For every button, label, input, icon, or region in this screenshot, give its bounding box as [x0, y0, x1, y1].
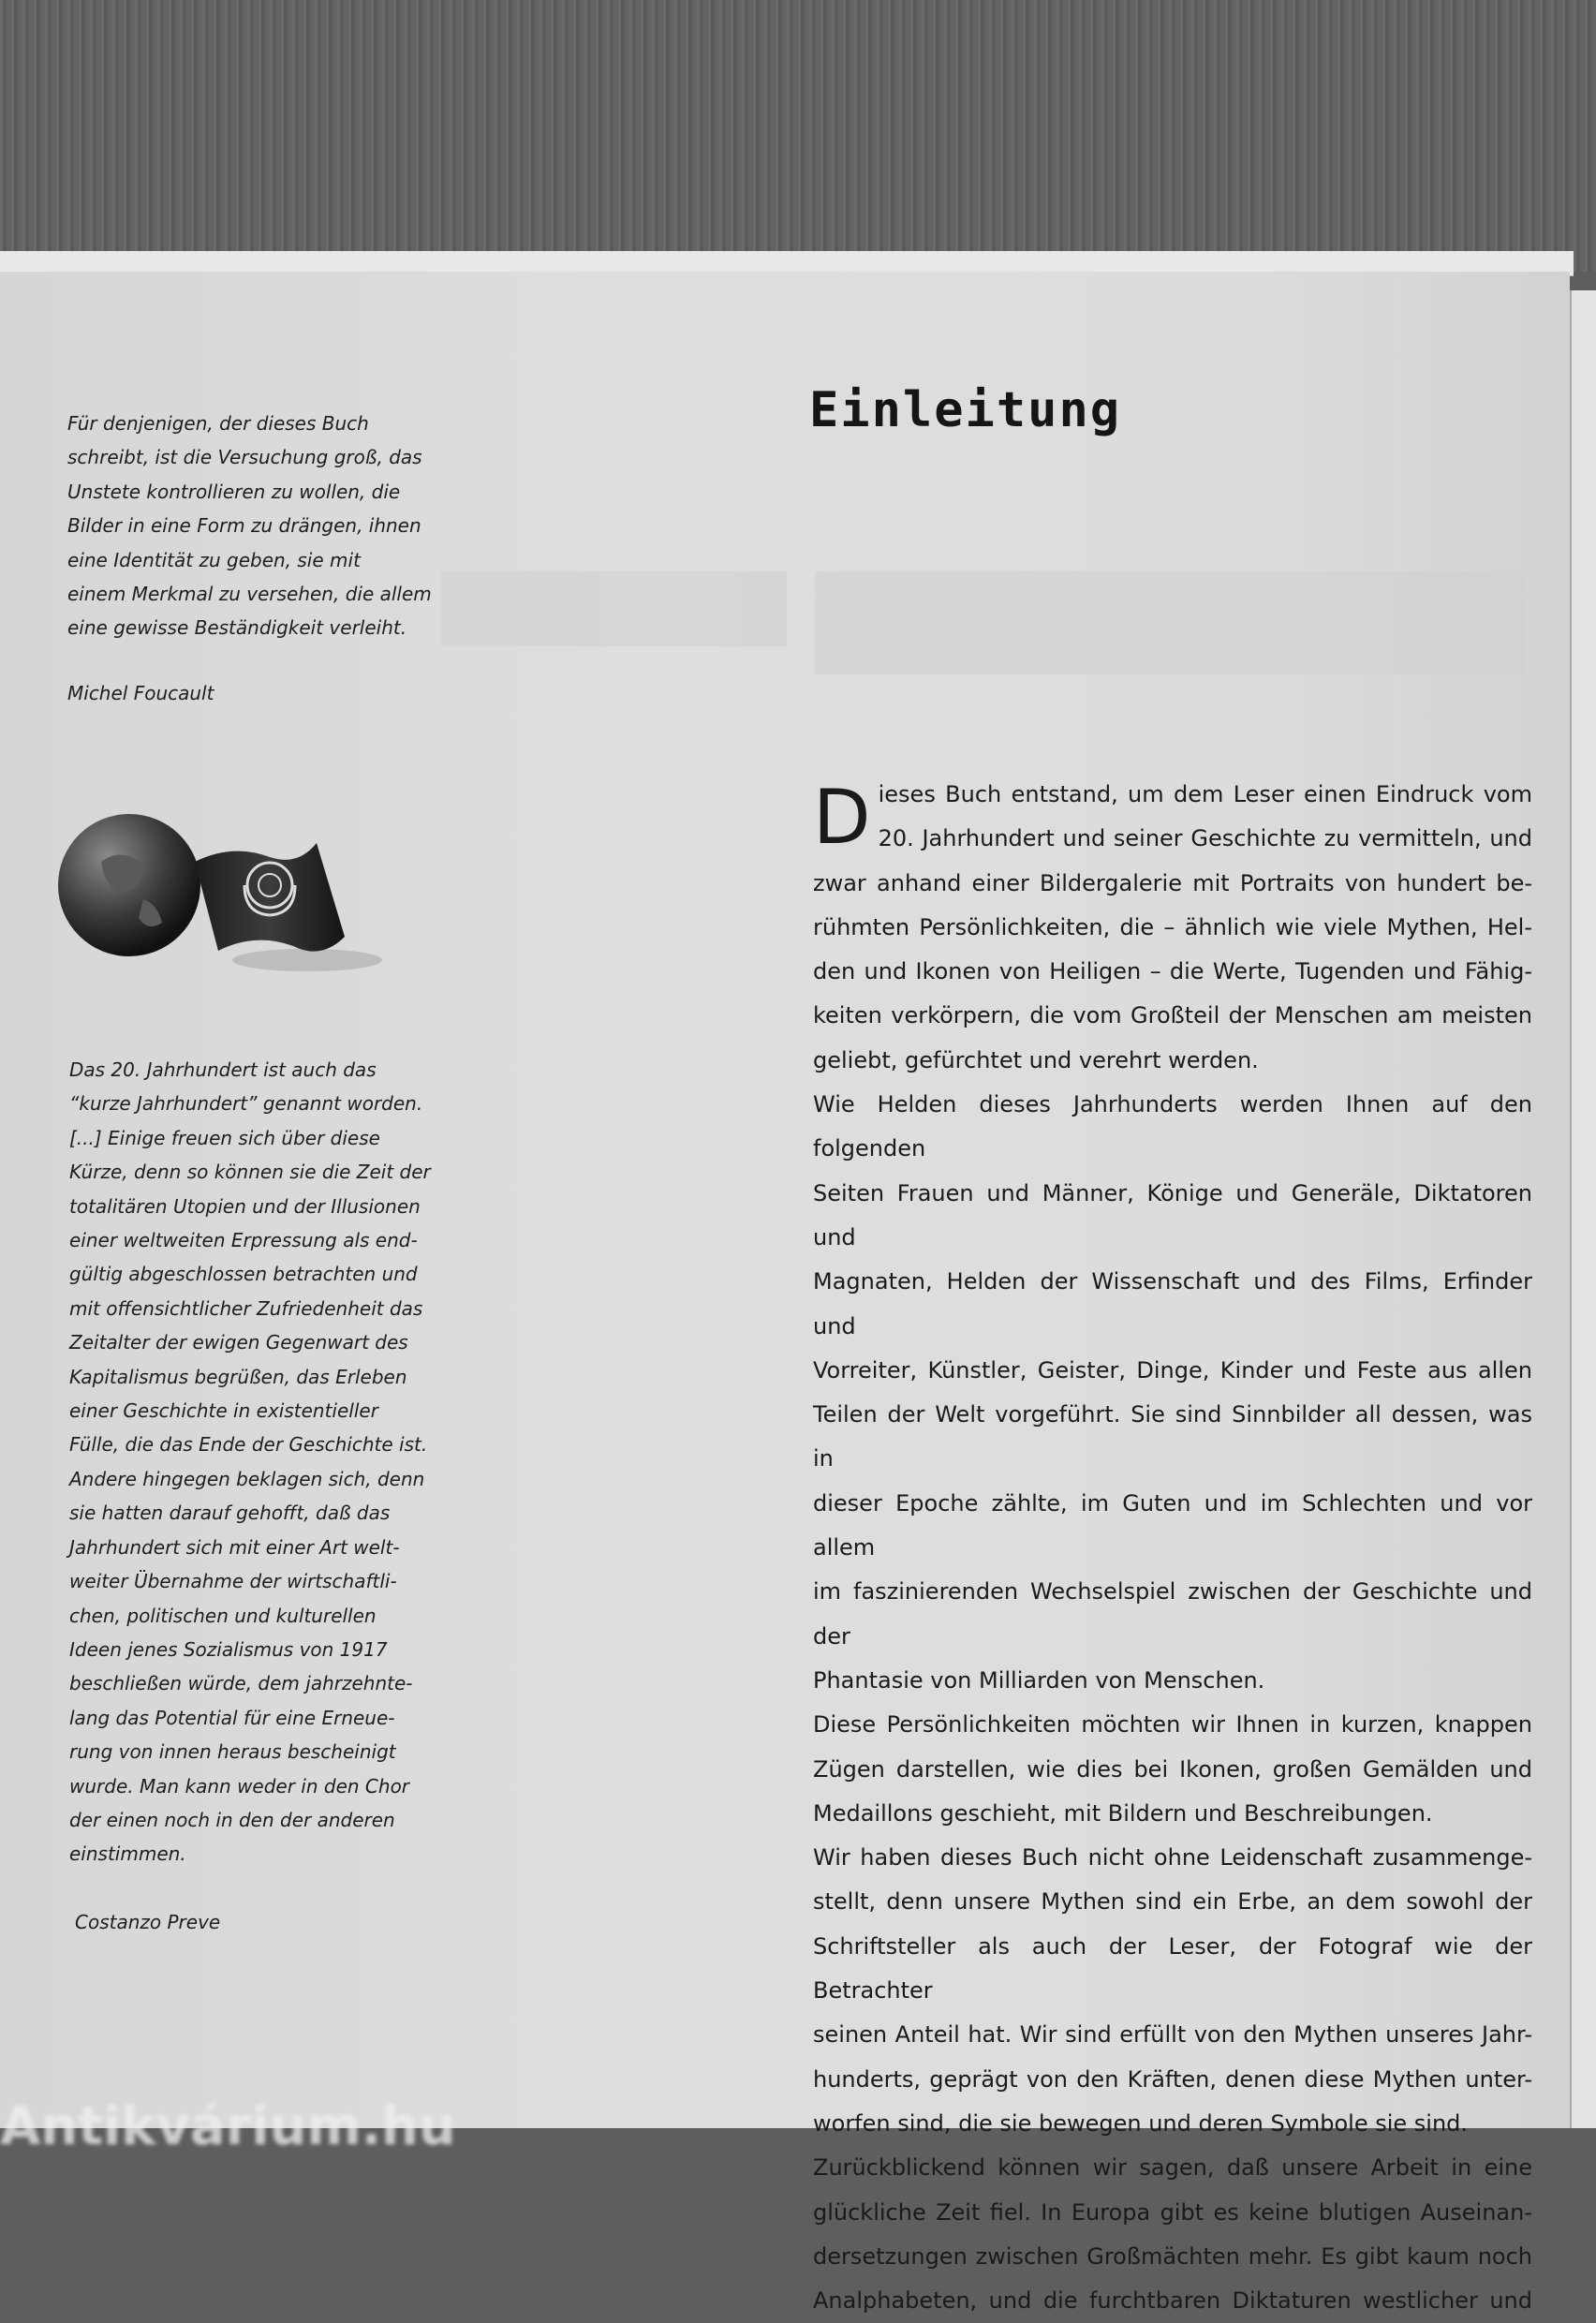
- text-line: im faszinierenden Wechselspiel zwischen der Geschichte und der: [813, 1578, 1532, 1650]
- text-line: Fülle, die das Ende der Geschichte ist.: [69, 1433, 428, 1457]
- text-line: zwar anhand einer Bildergalerie mit Portraits von hundert be-: [813, 869, 1532, 896]
- text-line: wurde. Man kann weder in den Chor: [69, 1774, 410, 1798]
- text-line: Zeitalter der ewigen Gegenwart des: [69, 1331, 408, 1354]
- text-line: Das 20. Jahrhundert ist auch das: [69, 1058, 377, 1081]
- text-line: Seiten Frauen und Männer, Könige und Generäle, Diktatoren und: [813, 1179, 1532, 1250]
- text-line: 20. Jahrhundert und seiner Geschichte zu vermitteln, und: [878, 825, 1532, 852]
- text-line: “kurze Jahrhundert” genannt worden.: [69, 1092, 423, 1116]
- text-line: hunderts, geprägt von den Kräften, denen diese Mythen unter-: [813, 2065, 1532, 2093]
- text-line: Jahrhundert sich mit einer Art welt-: [69, 1535, 400, 1559]
- body-text: [813, 773, 1532, 2323]
- globe-and-un-flag-illustration: [54, 806, 401, 984]
- text-line: dersetzungen zwischen Großmächten mehr. Es gibt kaum noch: [813, 2242, 1532, 2270]
- text-line: eine gewisse Beständigkeit verleiht.: [67, 616, 407, 640]
- quote-author: Costanzo Preve: [75, 1911, 221, 1933]
- text-line: Wie Helden dieses Jahrhunderts werden Ihnen auf den folgenden: [813, 1091, 1532, 1162]
- text-line: einstimmen.: [69, 1842, 186, 1866]
- text-line: totalitären Utopien und der Illusionen: [69, 1194, 421, 1218]
- text-line: mit offensichtlicher Zufriedenheit das: [69, 1296, 423, 1320]
- text-line: Diese Persönlichkeiten möchten wir Ihnen in kurzen, knappen: [813, 1711, 1532, 1739]
- text-line: dieser Epoche zählte, im Guten und im Schlechten und vor allem: [813, 1489, 1532, 1561]
- text-line: der einen noch in den der anderen: [69, 1808, 395, 1831]
- preve-quote: [69, 1053, 431, 1872]
- watermark: Antikvárium.hu: [0, 2096, 456, 2157]
- text-line: einem Merkmal zu versehen, die allem: [67, 583, 432, 606]
- text-line: den und Ikonen von Heiligen – die Werte, Tugenden und Fähig-: [813, 958, 1532, 985]
- text-line: Ideen jenes Sozialismus von 1917: [69, 1637, 388, 1661]
- text-line: Zurückblickend können wir sagen, daß unsere Arbeit in eine: [813, 2154, 1532, 2182]
- text-line: Magnaten, Helden der Wissenschaft und des Films, Erfinder und: [813, 1268, 1532, 1339]
- quote-author: Michel Foucault: [67, 682, 214, 704]
- text-line: Zügen darstellen, wie dies bei Ikonen, großen Gemälden und: [813, 1755, 1532, 1783]
- page-title: Einleitung: [809, 382, 1122, 438]
- text-line: gültig abgeschlossen betrachten und: [69, 1263, 418, 1286]
- show-through-block: [815, 571, 1527, 674]
- text-line: Kapitalismus begrüßen, das Erleben: [69, 1365, 407, 1388]
- text-line: Kürze, denn so können sie die Zeit der: [69, 1161, 431, 1184]
- text-line: worfen sind, die sie bewegen und deren Symbole sie sind.: [813, 2109, 1469, 2137]
- foucault-quote: [67, 407, 432, 645]
- text-line: ieses Buch entstand, um dem Leser einen Eindruck vom: [878, 781, 1532, 807]
- text-line: geliebt, gefürchtet und verehrt werden.: [813, 1046, 1259, 1073]
- text-line: einer weltweiten Erpressung als end-: [69, 1229, 418, 1252]
- text-line: seinen Anteil hat. Wir sind erfüllt von den Mythen unseres Jahr-: [813, 2021, 1532, 2049]
- text-line: Andere hingegen beklagen sich, denn: [69, 1467, 425, 1490]
- text-line: Schriftsteller als auch der Leser, der Fotograf wie der Betrachter: [813, 1932, 1532, 2005]
- text-line: Bilder in eine Form zu drängen, ihnen: [67, 514, 421, 538]
- text-line: chen, politischen und kulturellen: [69, 1604, 377, 1627]
- text-line: Vorreiter, Künstler, Geister, Dinge, Kinder und Feste aus allen: [813, 1356, 1532, 1383]
- text-line: rühmten Persönlichkeiten, die – ähnlich wie viele Mythen, Hel-: [813, 913, 1532, 940]
- text-line: Medaillons geschieht, mit Bildern und Beschreibungen.: [813, 1799, 1433, 1827]
- text-line: Teilen der Welt vorgeführt. Sie sind Sinnbilder all dessen, was in: [813, 1401, 1532, 1472]
- next-page-edge: [1570, 290, 1596, 2128]
- text-line: schreibt, ist die Versuchung groß, das: [67, 446, 422, 469]
- text-line: beschließen würde, dem jahrzehnte-: [69, 1672, 413, 1695]
- text-line: weiter Übernahme der wirtschaftli-: [69, 1570, 397, 1593]
- text-line: rung von innen heraus bescheinigt: [69, 1740, 396, 1764]
- text-line: Phantasie von Milliarden von Menschen.: [813, 1666, 1265, 1694]
- drop-cap: D: [813, 774, 871, 861]
- text-line: [...] Einige freuen sich über diese: [69, 1126, 380, 1149]
- desk-background: [0, 0, 1596, 272]
- show-through-block: [440, 571, 787, 646]
- text-line: glückliche Zeit fiel. In Europa gibt es keine blutigen Auseinan-: [813, 2198, 1532, 2226]
- text-line: keiten verkörpern, die vom Großteil der Menschen am meisten: [813, 1002, 1532, 1029]
- text-line: einer Geschichte in existentieller: [69, 1399, 378, 1423]
- text-line: eine Identität zu geben, sie mit: [67, 548, 361, 571]
- text-line: Für denjenigen, der dieses Buch: [67, 412, 369, 435]
- text-line: Analphabeten, und die furchtbaren Diktaturen westlicher und: [813, 2287, 1532, 2315]
- text-line: sie hatten darauf gehofft, daß das: [69, 1502, 391, 1525]
- text-line: lang das Potential für eine Erneue-: [69, 1706, 395, 1729]
- text-line: stellt, denn unsere Mythen sind ein Erbe, an dem sowohl der: [813, 1888, 1532, 1916]
- text-line: Unstete kontrollieren zu wollen, die: [67, 480, 401, 503]
- text-line: Wir haben dieses Buch nicht ohne Leidenschaft zusammenge-: [813, 1844, 1532, 1872]
